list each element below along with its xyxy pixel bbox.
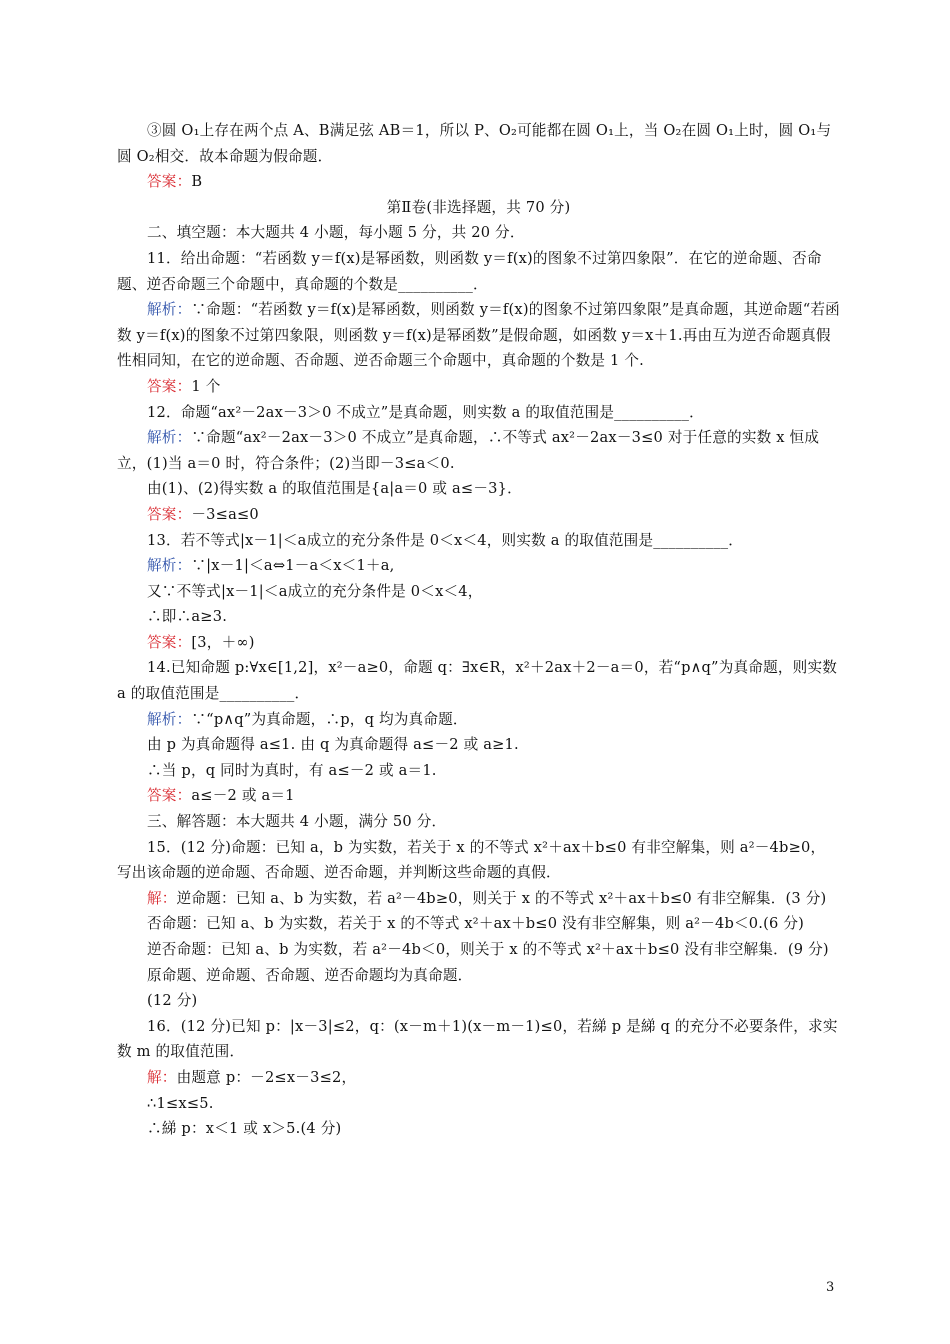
paragraph xyxy=(117,758,840,784)
paragraph-text: 由(1)、(2)得实数 a 的取值范围是{a|a＝0 或 a≤－3}． xyxy=(147,480,522,498)
answer-label: 答案： xyxy=(147,377,192,395)
paragraph-text: 原命题、逆命题、否命题、逆否命题均为真命题． xyxy=(147,966,473,984)
paragraph xyxy=(117,246,840,297)
analysis-paragraph xyxy=(117,425,840,476)
paragraph xyxy=(117,937,840,963)
paragraph xyxy=(117,911,840,937)
paragraph xyxy=(117,604,840,630)
paragraph xyxy=(117,476,840,502)
paragraph-text: 由题意 p：－2≤x－3≤2， xyxy=(176,1068,357,1086)
paragraph xyxy=(117,1014,840,1065)
paragraph-text: 三、解答题：本大题共 4 小题，满分 50 分． xyxy=(147,813,447,831)
paragraph xyxy=(117,1116,840,1142)
paragraph-text: [3，＋∞) xyxy=(191,633,255,651)
paragraph xyxy=(117,988,840,1014)
answer-paragraph xyxy=(117,374,840,400)
analysis-label: 解析： xyxy=(147,557,192,575)
analysis-label: 解析： xyxy=(147,710,192,728)
paragraph xyxy=(117,118,840,169)
paragraph-text: ∴当 p，q 同时为真时，有 a≤－2 或 a＝1. xyxy=(147,761,437,779)
paragraph-text: 16．(12 分)已知 p：|x－3|≤2，q：(x－m＋1)(x－m－1)≤0，若綈 p 是綈 q 的充分不必要条件，求实数 m 的取值范围． xyxy=(117,1017,838,1061)
paragraph xyxy=(117,220,840,246)
solution-label: 解： xyxy=(147,1068,177,1086)
paragraph-text: 12．命题“ax²－2ax－3＞0 不成立”是真命题，则实数 a 的取值范围是__________． xyxy=(147,403,704,421)
section-heading xyxy=(117,195,840,221)
paragraph xyxy=(117,400,840,426)
paragraph-text: 第Ⅱ卷(非选择题，共 70 分) xyxy=(386,198,571,216)
answer-label: 答案： xyxy=(147,505,192,523)
paragraph-text: 11．给出命题：“若函数 y＝f(x)是幂函数，则函数 y＝f(x)的图象不过第四象限”．在它的逆命题、否命题、逆否命题三个命题中，真命题的个数是__________． xyxy=(117,249,822,293)
paragraph-text: 13．若不等式|x－1|＜a成立的充分条件是 0＜x＜4，则实数 a 的取值范围是__________． xyxy=(147,531,744,549)
analysis-paragraph xyxy=(117,707,840,733)
solution-label: 解： xyxy=(147,889,177,907)
paragraph-text: 逆命题：已知 a、b 为实数，若 a²－4b≥0，则关于 x 的不等式 x²＋ax＋b≤0 有非空解集．(3 分) xyxy=(176,889,827,907)
paragraph-text: ∵命题“ax²－2ax－3＞0 不成立”是真命题，∴不等式 ax²－2ax－3≤0 对于任意的实数 x 恒成立，(1)当 a＝0 时，符合条件；(2)当即－3≤a＜0. xyxy=(117,429,820,472)
paragraph xyxy=(117,835,840,886)
answer-label: 答案： xyxy=(147,173,192,191)
paragraph-text: (12 分) xyxy=(147,992,198,1010)
document-body xyxy=(117,118,840,1142)
paragraph xyxy=(117,732,840,758)
paragraph-text: ∴綈 p：x＜1 或 x＞5.(4 分) xyxy=(147,1120,342,1138)
answer-label: 答案： xyxy=(147,633,192,651)
paragraph-text: B xyxy=(191,173,203,191)
paragraph xyxy=(117,963,840,989)
answer-paragraph xyxy=(117,502,840,528)
paragraph xyxy=(117,655,840,706)
paragraph-text: ∵|x－1|＜a⇔1－a＜x＜1＋a, xyxy=(191,557,395,575)
page-number: 3 xyxy=(826,1280,835,1295)
analysis-label: 解析： xyxy=(147,301,192,319)
solution-paragraph xyxy=(117,886,840,912)
paragraph-text: 逆否命题：已知 a、b 为实数，若 a²－4b＜0，则关于 x 的不等式 x²＋ax＋b≤0 没有非空解集．(9 分) xyxy=(147,941,829,958)
analysis-paragraph xyxy=(117,553,840,579)
solution-paragraph xyxy=(117,1065,840,1091)
paragraph-text: 14.已知命题 p:∀x∈[1,2]，x²－a≥0，命题 q：∃x∈R，x²＋2ax＋2－a＝0，若“p∧q”为真命题，则实数 a 的取值范围是__________． xyxy=(117,659,838,703)
paragraph-text: a≤－2 或 a＝1 xyxy=(191,787,295,805)
paragraph-text: ∵命题：“若函数 y＝f(x)是幂函数，则函数 y＝f(x)的图象不过第四象限”是真命题，其逆命题“若函数 y＝f(x)的图象不过第四象限，则函数 y＝f(x)是幂函数”是假命题，如函数 y＝x＋1.再由互为逆否命题真假性相同知，在它的逆命题、否命题、逆否命题三个命题中，真命题的个数是 1 个. xyxy=(117,301,840,370)
paragraph-text: 由 p 为真命题得 a≤1. 由 q 为真命题得 a≤－2 或 a≥1. xyxy=(147,736,519,754)
paragraph xyxy=(117,1091,840,1117)
answer-paragraph xyxy=(117,783,840,809)
paragraph-text: －3≤a≤0 xyxy=(191,505,259,523)
answer-paragraph xyxy=(117,169,840,195)
paragraph-text: ∵“p∧q”为真命题，∴p，q 均为真命题． xyxy=(191,710,468,728)
paragraph-text: ∴即∴a≥3. xyxy=(147,608,228,626)
paragraph xyxy=(117,528,840,554)
answer-paragraph xyxy=(117,630,840,656)
paragraph-text: 15．(12 分)命题：已知 a，b 为实数，若关于 x 的不等式 x²＋ax＋b≤0 有非空解集，则 a²－4b≥0，写出该命题的逆命题、否命题、逆否命题，并判断这些命题的真假． xyxy=(117,838,826,882)
paragraph-text: 否命题：已知 a、b 为实数，若关于 x 的不等式 x²＋ax＋b≤0 没有非空解集，则 a²－4b＜0.(6 分) xyxy=(147,915,805,933)
paragraph-text: ∴1≤x≤5. xyxy=(147,1094,214,1112)
answer-label: 答案： xyxy=(147,787,192,805)
paragraph xyxy=(117,579,840,605)
analysis-paragraph xyxy=(117,297,840,374)
analysis-label: 解析： xyxy=(147,429,192,447)
paragraph-text: ③圆 O₁上存在两个点 A、B满足弦 AB＝1，所以 P、O₂可能都在圆 O₁上，当 O₂在圆 O₁上时，圆 O₁与圆 O₂相交．故本命题为假命题． xyxy=(117,122,832,165)
paragraph-text: 又∵不等式|x－1|＜a成立的充分条件是 0＜x＜4， xyxy=(147,582,483,600)
paragraph-text: 1 个 xyxy=(191,377,221,395)
paragraph-text: 二、填空题：本大题共 4 小题，每小题 5 分，共 20 分． xyxy=(147,224,525,242)
paragraph xyxy=(117,809,840,835)
